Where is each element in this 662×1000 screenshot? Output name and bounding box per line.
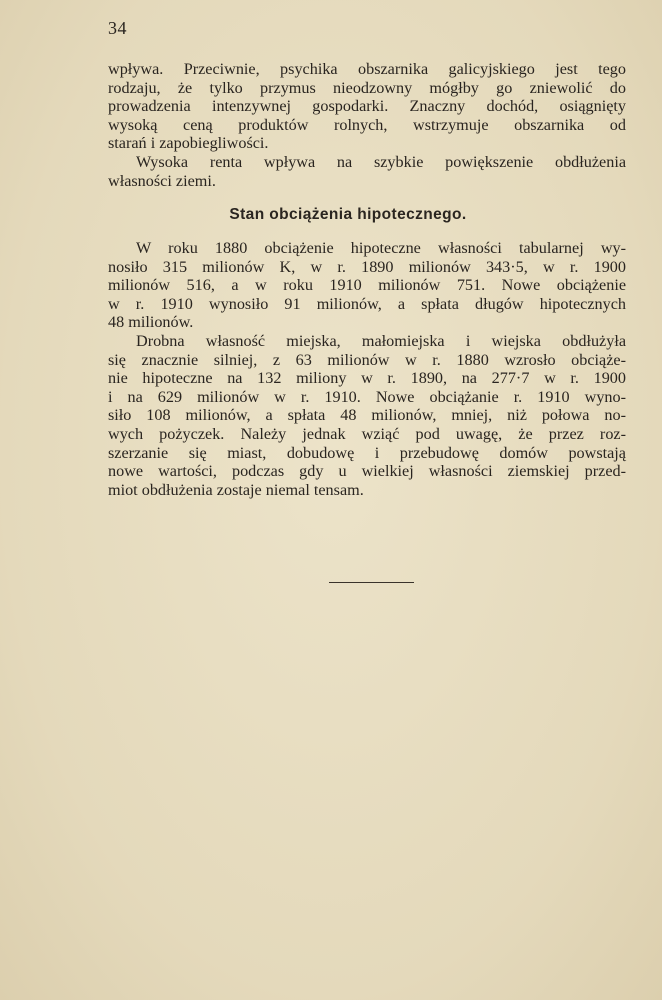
paragraph <box>108 239 626 332</box>
text-line: i na 629 milionów w r. 1910. Nowe obciążanie r. 1910 wyno- <box>108 387 626 406</box>
text-line: wych pożyczek. Należy jednak wziąć pod uwagę, że przez roz- <box>108 424 626 443</box>
text-line: rodzaju, że tylko przymus nieodzowny mógłby go zniewolić do <box>108 78 626 97</box>
text-line: nosiło 315 milionów K, w r. 1890 milionów 343·5, w r. 1900 <box>108 257 626 276</box>
text-line: W roku 1880 obciążenie hipoteczne własności tabularnej wy- <box>136 239 626 257</box>
text-line: nie hipoteczne na 132 miliony w r. 1890, na 277·7 w r. 1900 <box>108 369 626 388</box>
paragraph <box>108 332 626 499</box>
text-block-intro <box>108 60 626 190</box>
page-number: 34 <box>108 18 127 38</box>
text-line: milionów 516, a w roku 1910 milionów 751. Nowe obciążenie <box>108 276 626 295</box>
text-line: miot obdłużenia zostaje niemal tensam. <box>108 480 364 499</box>
text-line: Drobna własność miejska, małomiejska i wiejska obdłużyła <box>136 331 626 350</box>
text-block-section <box>108 239 626 499</box>
section-divider-rule <box>329 582 414 583</box>
paragraph <box>108 60 626 153</box>
text-line: się znacznie silniej, z 63 milionów w r. 1880 wzrosło obciąże- <box>108 350 626 369</box>
text-line: wysoką ceną produktów rolnych, wstrzymuje obszarnika od <box>108 115 626 134</box>
text-line: nowe wartości, podczas gdy u wielkiej własności ziemskiej przed- <box>108 462 626 481</box>
text-line: starań i zapobiegliwości. <box>108 134 269 153</box>
text-line: Wysoka renta wpływa na szybkie powiększenie obdłużenia <box>136 152 626 171</box>
paragraph <box>108 153 626 190</box>
text-line: szerzanie się miast, dobudowę i przebudowę domów powstają <box>108 443 626 462</box>
text-line: 48 milionów. <box>108 313 194 332</box>
text-line: w r. 1910 wynosiło 91 milionów, a spłata długów hipotecznych <box>108 294 626 313</box>
text-line: prowadzenia intenzywnej gospodarki. Znaczny dochód, osiągnięty <box>108 97 626 116</box>
text-line: własności ziemi. <box>108 171 216 190</box>
text-line: siło 108 milionów, a spłata 48 milionów, mniej, niż połowa no- <box>108 406 626 425</box>
text-line: wpływa. Przeciwnie, psychika obszarnika galicyjskiego jest tego <box>108 60 626 78</box>
section-heading: Stan obciążenia hipotecznego. <box>229 206 467 223</box>
